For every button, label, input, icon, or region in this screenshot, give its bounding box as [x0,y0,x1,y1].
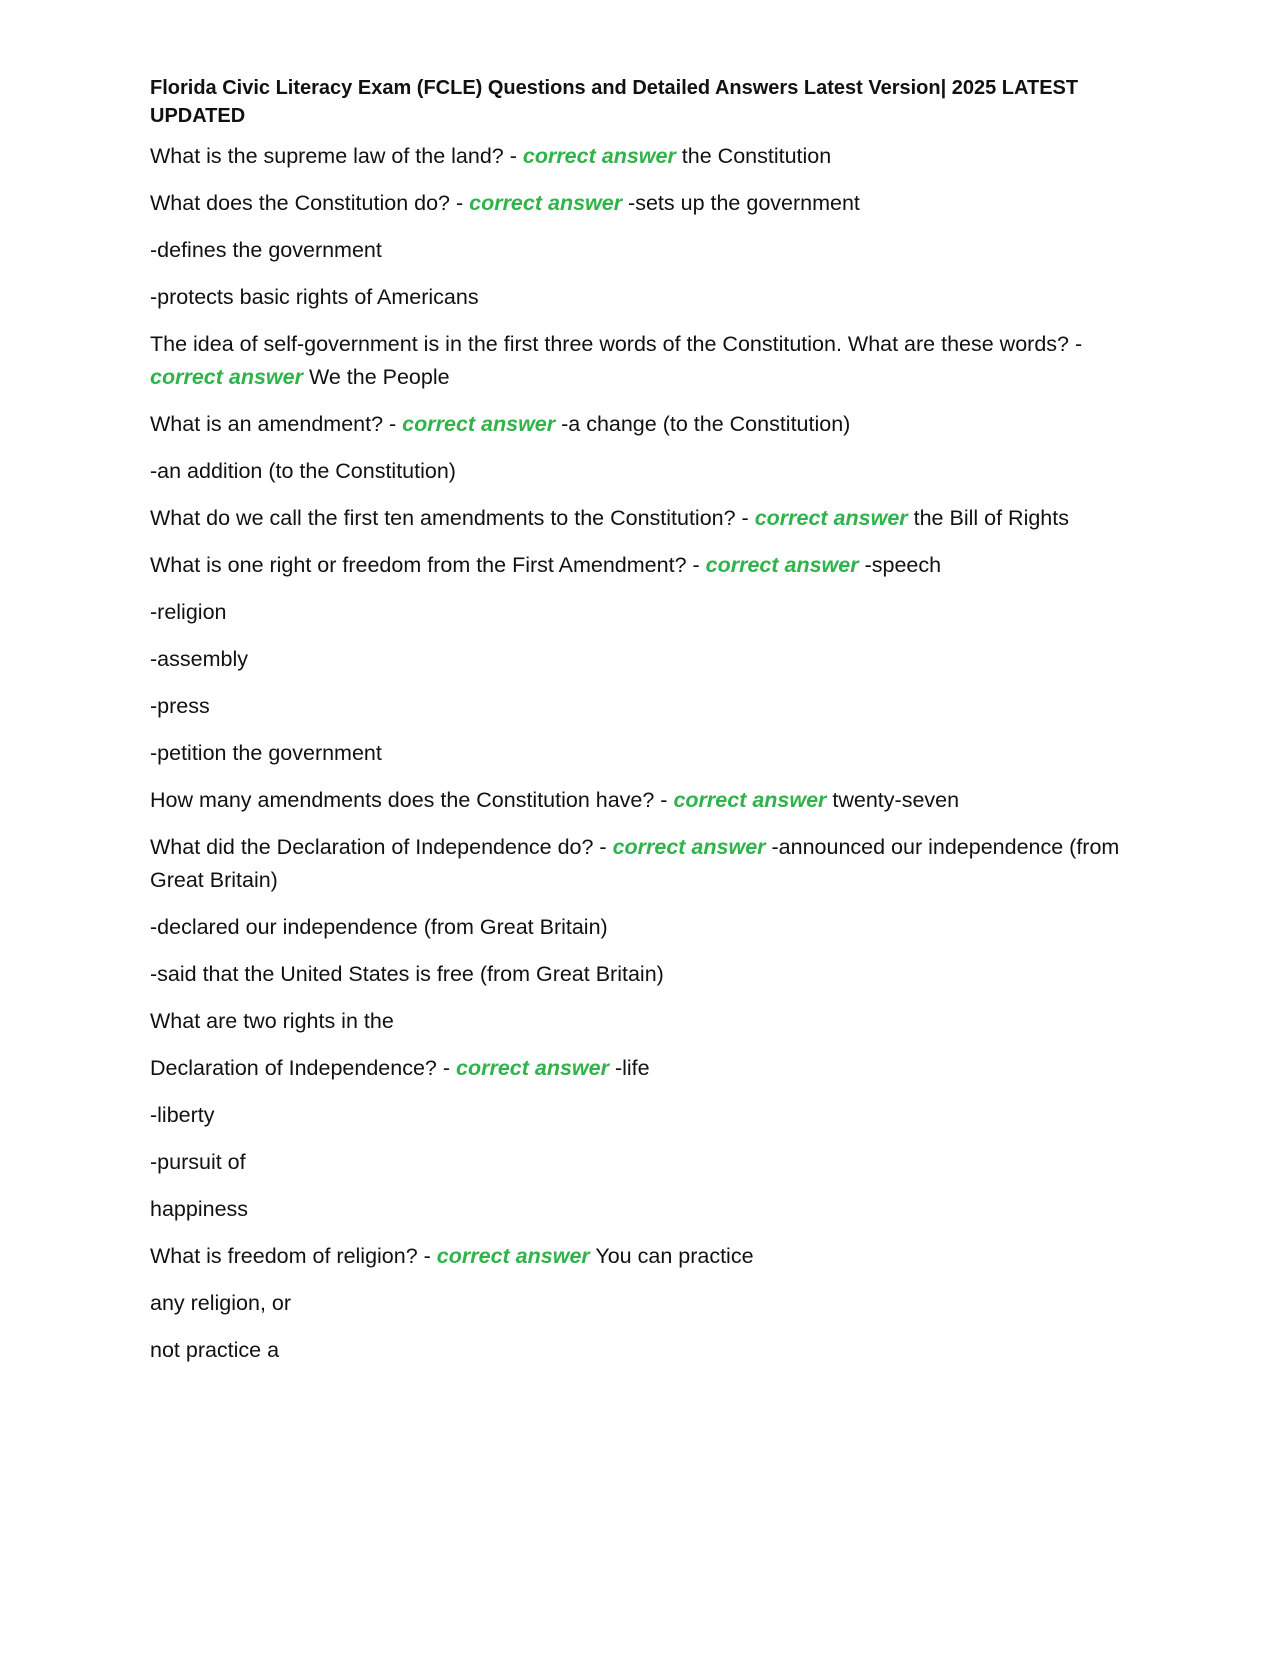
question-answer [150,831,1140,897]
text-line: -religion [150,600,227,624]
correct-answer-label: correct answer [522,144,676,168]
correct-answer-label: correct answer [754,506,908,530]
question-answer [150,784,1140,817]
text-line: -declared our independence (from Great Britain) [150,915,608,939]
answer-text: -sets up the government [622,191,860,215]
question-answer [150,328,1140,394]
correct-answer-label: correct answer [402,412,556,436]
text-line: -said that the United States is free (from Great Britain) [150,962,664,986]
question-text: What is an amendment? - [150,412,403,436]
document-title: Florida Civic Literacy Exam (FCLE) Questions and Detailed Answers Latest Version| 2025 LATEST UPDATED [150,77,1079,127]
question-answer [150,408,1140,441]
answer-text: We the People [302,365,450,389]
question-text: The idea of self-government is in the first three words of the Constitution. What are these words? - [150,332,1083,356]
paragraph-list [150,140,1140,1367]
question-text: What is the supreme law of the land? - [150,144,523,168]
question-answer [150,140,1140,173]
answer-text: -life [608,1056,650,1080]
question-answer [150,549,1140,582]
question-answer [150,187,1140,220]
text-line: -an addition (to the Constitution) [150,459,456,483]
answer-text: the Bill of Rights [907,506,1069,530]
question-text: Declaration of Independence? - [150,1056,456,1080]
answer-text: twenty-seven [826,788,960,812]
text-line: What are two rights in the [150,1009,394,1033]
answer-text: You can practice [589,1244,754,1268]
question-text: What do we call the first ten amendments to the Constitution? - [150,506,755,530]
answer-text: -speech [858,553,942,577]
text-line: -pursuit of [150,1150,246,1174]
text-line: any religion, or [150,1291,292,1315]
question-text: What did the Declaration of Independence do? - [150,835,613,859]
text-line: -press [150,694,210,718]
document-content [150,74,1140,1381]
text-line: -liberty [150,1103,215,1127]
question-text: How many amendments does the Constitution have? - [150,788,674,812]
question-text: What is one right or freedom from the First Amendment? - [150,553,706,577]
question-answer [150,1240,1140,1273]
correct-answer-label: correct answer [150,365,303,389]
correct-answer-label: correct answer [469,191,623,215]
correct-answer-label: correct answer [705,553,859,577]
text-line: -assembly [150,647,248,671]
correct-answer-label: correct answer [673,788,827,812]
correct-answer-label: correct answer [612,835,766,859]
question-text: What is freedom of religion? - [150,1244,437,1268]
text-line: not practice a [150,1338,280,1362]
text-line: -petition the government [150,741,382,765]
text-line: -defines the government [150,238,382,262]
answer-text: the Constitution [675,144,832,168]
correct-answer-label: correct answer [456,1056,609,1080]
text-line: happiness [150,1197,249,1221]
correct-answer-label: correct answer [436,1244,590,1268]
question-answer [150,502,1140,535]
answer-text: -announced our independence (from Great Britain) [150,835,1120,892]
question-answer [150,1052,1140,1085]
text-line: -protects basic rights of Americans [150,285,479,309]
answer-text: -a change (to the Constitution) [555,412,851,436]
question-text: What does the Constitution do? - [150,191,470,215]
